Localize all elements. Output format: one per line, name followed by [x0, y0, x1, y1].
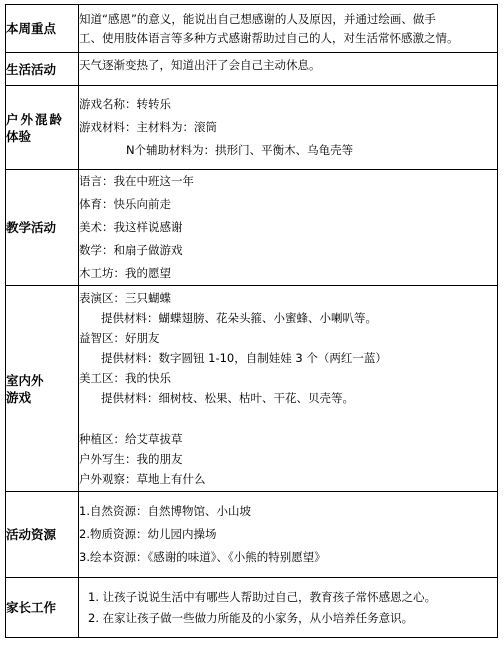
teaching-line: 体育：快乐向前走 — [79, 197, 171, 211]
outdoor-line: 游戏材料：主材料为：滚筒 — [79, 120, 217, 134]
row-outdoor-title — [6, 86, 79, 170]
indoor-line: 提供材料：蝴蝶翅膀、花朵头箍、小蜜蜂、小喇叭等。 — [101, 311, 377, 325]
indoor-line: 提供材料：细树枝、松果、枯叶、干花、贝壳等。 — [101, 391, 354, 405]
row-teaching-title: 教学活动 — [6, 170, 79, 286]
row-outdoor — [6, 86, 498, 170]
resources-line: 1.自然资源：自然博物馆、小山坡 — [79, 504, 251, 518]
row-teaching — [6, 170, 498, 286]
row-life-content — [79, 53, 498, 86]
row-resources-content — [79, 492, 498, 578]
indoor-spacer — [79, 408, 497, 429]
indoor-line: 户外观察：草地上有什么 — [79, 472, 206, 486]
outdoor-line: 游戏名称：转转乐 — [79, 97, 171, 111]
row-outdoor-content — [79, 86, 498, 170]
row-indoor-title — [6, 286, 79, 492]
row-life — [6, 53, 498, 86]
resources-line: 2.物质资源：幼儿园内操场 — [79, 527, 217, 541]
row-indoor — [6, 286, 498, 492]
indoor-line: 美工区：我的快乐 — [79, 371, 171, 385]
parents-line: 2. 在家让孩子做一些做力所能及的小家务，从小培养任务意识。 — [88, 610, 414, 625]
outdoor-line: N个辅助材料为：拱形门、平衡木、乌龟壳等 — [126, 143, 354, 157]
row-teaching-content — [79, 170, 498, 286]
row-parents — [6, 578, 498, 638]
indoor-line: 种植区：给艾草拔草 — [79, 432, 183, 446]
row-life-title: 生活活动 — [6, 53, 79, 86]
indoor-line: 表演区：三只蝴蝶 — [79, 291, 171, 305]
focus-line: 知道“感恩”的意义，能说出自己想感谢的人及原因，并通过绘画、做手 — [79, 11, 436, 26]
outdoor-title-line: 户外混龄 — [6, 111, 65, 127]
indoor-line: 提供材料：数字圆钮 1-10，自制娃娃 3 个（两红一蓝） — [101, 351, 387, 365]
row-resources — [6, 492, 498, 578]
indoor-line: 益智区：好朋友 — [79, 331, 160, 345]
resources-line: 3.绘本资源：《感谢的味道》、《小熊的特别愿望》 — [79, 550, 326, 564]
indoor-title-line: 室内外 — [6, 372, 44, 388]
row-focus-title: 本周重点 — [6, 5, 79, 53]
row-parents-content — [79, 578, 498, 638]
life-line: 天气逐渐变热了，知道出汗了会自己主动休息。 — [79, 58, 321, 72]
parents-line: 1. 让孩子说说生活中有哪些人帮助过自己，教育孩子常怀感恩之心。 — [88, 589, 437, 604]
indoor-line: 户外写生：我的朋友 — [79, 452, 183, 466]
row-indoor-content — [79, 286, 498, 492]
weekly-plan-table — [5, 4, 498, 638]
teaching-line: 语言：我在中班这一年 — [79, 174, 194, 188]
row-focus-content — [79, 5, 498, 53]
row-parents-title: 家长工作 — [6, 578, 79, 638]
teaching-line: 数学：和扇子做游戏 — [79, 243, 183, 257]
teaching-line: 美术：我这样说感谢 — [79, 220, 183, 234]
row-resources-title: 活动资源 — [6, 492, 79, 578]
teaching-line: 木工坊：我的愿望 — [79, 266, 171, 280]
indoor-title-line: 游戏 — [6, 389, 32, 405]
outdoor-title-line: 体验 — [6, 128, 32, 144]
row-focus — [6, 5, 498, 53]
focus-line: 工、使用肢体语言等多种方式感谢帮助过自己的人，对生活常怀感激之情。 — [79, 30, 459, 45]
